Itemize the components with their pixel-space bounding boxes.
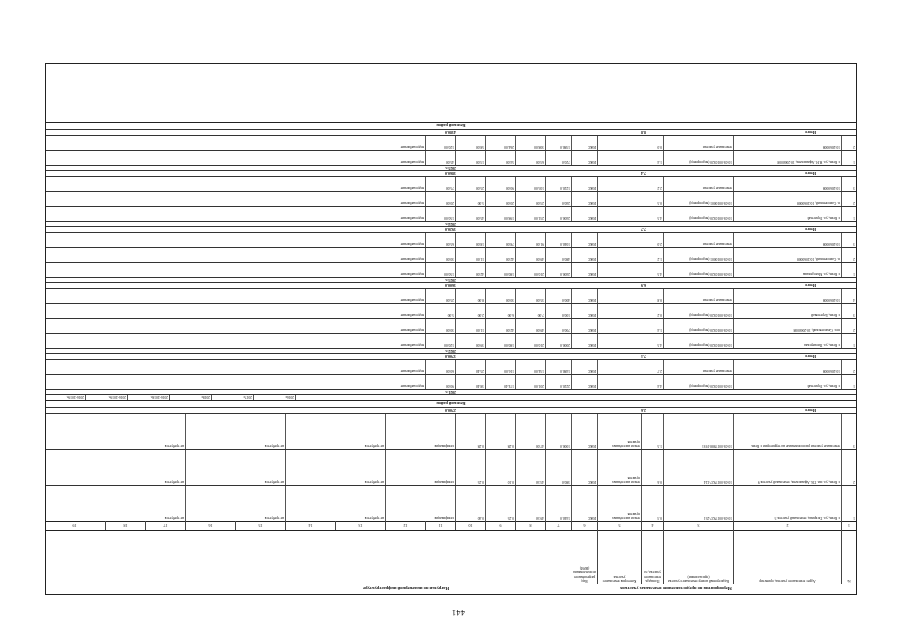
table-cell: газификация [426,486,456,521]
table-cell: г. Кемь, ул. Гористый [734,375,842,389]
table-cell: 10:03:0010320 (водопровод) [664,207,734,221]
table-cell: 2.00 [456,304,486,318]
total-sum: 2700.0 [445,408,456,413]
total-sum: 3920.0 [445,227,456,232]
table-cell: 63.00 [516,151,546,165]
table-cell: 30.00 [426,319,456,333]
table-cell: ИЖС [572,486,598,521]
table-row [46,191,856,206]
year-cell: 2016-2019г. [44,395,86,400]
table-cell: 90.00 [486,177,516,191]
table-cell: водоснабжение [386,375,426,389]
table-cell: 42.00 [456,263,486,277]
year-cell: 2018г. [170,395,212,400]
table-cell: водоснабжение [386,248,426,262]
total-label: Итого [805,227,816,232]
table-cell: 1000.0 [546,414,572,449]
table-cell: 1.5 [642,414,664,449]
table-cell: водоснабжение [386,289,426,303]
column-number: 4 [642,521,664,530]
table-cell: 1.4 [642,151,664,165]
table-cell: 2220.0 [546,375,572,389]
table-row [46,485,856,521]
group-total [46,129,856,135]
table-cell: 0.40 [456,486,486,521]
header-col-area: Площадь земельного участка, га [642,530,664,584]
table-cell: 25.40 [456,360,486,374]
table-cell: 1 [853,160,855,164]
table-cell: 116.00 [486,360,516,374]
table-cell: 2.0 [642,233,664,247]
table-cell: 25.00 [426,289,456,303]
table-row [46,176,856,191]
table-cell: 30.00 [426,248,456,262]
year-cell: 2016-2018г. [128,395,170,400]
group-year [46,389,856,394]
footer-label: Кемский район [46,122,856,129]
table-cell: земли населённых пунктов [598,414,642,449]
table-cell: водоснабжение [386,207,426,221]
table-cell: ИЖС [572,263,598,277]
table-cell: 105.00 [516,177,546,191]
table-cell: 10:03:0010320 (водопровод) [664,375,734,389]
table-cell: 90.00 [426,375,456,389]
column-number: 10 [456,521,486,530]
table-row [46,262,856,277]
table-cell: 1 [853,216,855,220]
table-cell: газификация [426,450,456,485]
table-cell: 198.00 [486,207,516,221]
column-number: 1 [848,523,850,528]
table-cell: 308.00 [516,136,546,150]
table-cell: 10:03:0017927:124 [664,450,734,485]
table-cell: 42.00 [486,319,516,333]
table-cell: земельные участки расположенные на территории г. Кемь [734,414,842,449]
column-number: 9 [486,521,516,530]
column-number: 5 [598,521,642,530]
table-cell: 10:2060008 [734,233,842,247]
table-row [46,303,856,318]
table-cell: 2 [853,328,855,332]
table-cell: 45.00 [426,151,456,165]
column-number: 8 [516,521,546,530]
total-area: 7.7 [641,227,646,232]
header-col-address: Адрес земельного участка, ориентир [734,530,842,584]
table-cell: 3 [853,242,855,246]
table-cell: 264.00 [486,136,516,150]
table-cell: 10:2060008 [734,136,842,150]
table-cell: не требуется [146,486,186,521]
table-cell: 2 [853,145,855,149]
table-cell: ИЖС [572,233,598,247]
table-cell: 78.00 [486,233,516,247]
table-cell: 7.00 [516,304,546,318]
group-year-label: 2021 г. [445,390,456,394]
column-number: 3 [664,521,734,530]
table-cell: 0.25 [486,486,516,521]
table-row [46,206,856,221]
column-number: 13 [336,521,386,530]
table-cell: 4.4 [642,375,664,389]
table-row [46,150,856,165]
table-cell: земли населённых пунктов [598,486,642,521]
column-number: 2 [734,521,842,530]
table-cell: водоснабжение [386,334,426,348]
table-cell: 1380.0 [546,136,572,150]
table-cell: ИЖС [572,334,598,348]
table-cell: 2 [853,257,855,261]
table-cell: 2000.0 [546,334,572,348]
table-cell: земельные участки [664,289,734,303]
column-number: 15 [236,521,286,530]
table-cell: 201.00 [516,375,546,389]
total-sum: 3700.0 [445,354,456,359]
table-cell: ИЖС [572,360,598,374]
total-label: Итого [805,130,816,135]
table-cell: 1 [853,272,855,276]
table-cell: 45.00 [456,207,486,221]
page-number: 441 [451,608,465,617]
total-label: Итого [805,283,816,288]
column-number: 18 [106,521,146,530]
table-cell: ИЖС [572,151,598,165]
table-cell: ИЖС [572,289,598,303]
header-measures-title: Мероприятия по предоставлению земельных участков [620,586,732,591]
table-cell: водоснабжение [386,151,426,165]
table-cell: 13.00 [456,151,486,165]
total-sum: 3860.0 [445,171,456,176]
table-cell: 480.0 [546,248,572,262]
table-cell: 10:03:0010320 (водопровод) [664,304,734,318]
table-cell: 49.00 [516,319,546,333]
table-cell: г. Кемь, Березовый [734,304,842,318]
group-year-label: 2022 г. [445,349,456,353]
group-year-label: 2023 г. [445,278,456,282]
table-cell: земельные участки [664,136,734,150]
column-number: 7 [546,521,572,530]
table-cell: г. Кемь, ул. Гористый [734,207,842,221]
table-cell: 3 [853,313,855,317]
table-cell: ИЖС [572,414,598,449]
total-label: Итого [805,171,816,176]
table-cell: 10:2060008 [734,289,842,303]
table-cell: п. Самолевский, 10:2060008 [734,248,842,262]
table-cell: 25.00 [456,177,486,191]
table-cell: не требуется [336,414,386,449]
total-area: 6.9 [641,283,646,288]
column-number: 14 [286,521,336,530]
table-cell: не требуется [236,450,286,485]
table-row [46,413,856,449]
table-cell: 380.0 [546,450,572,485]
table-cell: 1.4 [642,319,664,333]
table-cell: 240.0 [546,192,572,206]
table-cell: водоснабжение [386,360,426,374]
table-cell: 174.40 [486,375,516,389]
table-cell: 210.00 [516,334,546,348]
table-cell: водоснабжение [386,263,426,277]
year-cell: 2016-2019г. [86,395,128,400]
table-cell: ИЖС [572,375,598,389]
table-row [46,135,856,150]
section-label: Кемский район [46,400,856,407]
table-cell: 20.00 [486,192,516,206]
table-cell: не требуется [146,450,186,485]
table-cell: земельные участки [664,233,734,247]
year-cell: 2016г. [254,395,296,400]
table-cell: 4 [853,298,855,302]
table-cell: г. Кемь, ул. им. Г.В. Афанасьева, земельный участок 9 [734,450,842,485]
table-cell: 1220.0 [546,177,572,191]
table-row [46,318,856,333]
table-row [46,449,856,485]
table-cell: ИЖС [572,248,598,262]
column-number: 6 [572,521,598,530]
table-row [46,333,856,348]
table-cell: 49.00 [516,248,546,262]
table-cell: 4.5 [642,334,664,348]
table-cell: 2400.0 [546,263,572,277]
table-cell: 10:03:0010320 (водопровод) [664,319,734,333]
table-cell: 2.2 [642,177,664,191]
table-cell: 2 [853,201,855,205]
table-cell: г. Кемь, ул. Н.Н. Афанасьева, 10:2060008 [734,151,842,165]
table-cell: 0.6 [642,450,664,485]
total-label: Итого [805,408,816,413]
table-cell: 10:03:0010320 (водопровод) [664,334,734,348]
table-cell: 10:03:0017927:251 [664,486,734,521]
table-row [46,232,856,247]
table-cell: 400.0 [546,289,572,303]
header-col-no: № [847,579,851,583]
table-cell: не требуется [336,450,386,485]
table-cell: 720.0 [546,151,572,165]
table-cell: 100.0 [546,304,572,318]
table-cell: водоснабжение [386,319,426,333]
table-cell: 700.0 [546,319,572,333]
table-cell: 5.00 [456,192,486,206]
header-col-category: Категория земельного участка [598,530,642,584]
group-year [46,348,856,353]
table-cell: 11.00 [456,248,486,262]
total-row [46,407,856,413]
table-cell: 2.7 [642,360,664,374]
table-cell: земельные участки [664,177,734,191]
table-cell: 0.3 [642,486,664,521]
table-cell: 4.5 [642,263,664,277]
table-cell: ИЖС [572,319,598,333]
column-number: 19 [44,521,106,530]
table-cell: г. Кемь, ул. Молодежная [734,263,842,277]
group-year [46,221,856,226]
total-label: Итого [805,354,816,359]
table-cell: не требуется [336,486,386,521]
table-cell: 231.00 [516,207,546,221]
table-cell: 10:03:0010001 (водопровод) [664,192,734,206]
column-number: 12 [386,521,426,530]
table-cell: 65.00 [426,233,456,247]
table-cell: водоснабжение [386,233,426,247]
header-heat-title: Нагрузки по инженерной инфраструктуре [362,586,450,591]
table-cell: 0.0 [642,136,664,150]
table-header [46,530,856,594]
table-cell: 5.00 [426,304,456,318]
table-row [46,359,856,374]
table-cell: 58.00 [456,136,486,150]
table-cell: 150.00 [426,263,456,277]
header-col-use: Вид разрешённого использования (ВРИ) [572,530,598,584]
table-cell: ИЖС [572,450,598,485]
group-total [46,353,856,359]
table-cell: ИЖС [572,177,598,191]
table-cell: 180.00 [486,334,516,348]
table-cell: 1480.0 [546,360,572,374]
table-cell: 60.00 [426,360,456,374]
table-cell: п. Самолевский, 10:2060008 [734,192,842,206]
year-cell: 2017г. [212,395,254,400]
table-cell: 54.00 [486,151,516,165]
total-sum: 4380.0 [445,130,456,135]
table-cell: водоснабжение [386,192,426,206]
table-row [46,247,856,262]
table-cell: 10:2060008 [734,177,842,191]
table-cell: 91.00 [516,233,546,247]
table-cell: 1.2 [642,248,664,262]
table-cell: 47.00 [516,414,546,449]
table-cell: 3 [853,186,855,190]
table-cell: 3 [853,444,855,448]
total-area: 7.4 [641,171,646,176]
table-cell: 1 [853,384,855,388]
table-cell: не требуется [236,414,286,449]
group-year [46,277,856,282]
table-cell: 39.00 [456,334,486,348]
table-cell: 6.00 [486,304,516,318]
table-cell: 10:03:0010320 (водопровод) [664,151,734,165]
total-area: 7.1 [641,354,646,359]
total-sum: 3600.0 [445,283,456,288]
table-cell: водоснабжение [386,304,426,318]
group-year [46,165,856,170]
table-cell: 120.00 [426,136,456,150]
table-cell: 0.25 [456,450,486,485]
table-cell: 49.50 [516,486,546,521]
table-cell: земли населённых пунктов [598,450,642,485]
table-cell: 1 [853,343,855,347]
table-cell: 30.00 [486,289,516,303]
years-row [46,394,856,400]
table-cell: 0.2 [642,304,664,318]
table-cell: 75.00 [426,177,456,191]
column-number: 11 [426,521,456,530]
table-cell: ИЖС [572,192,598,206]
table-cell: земельные участки [664,360,734,374]
table-cell: 43.50 [516,450,546,485]
header-col-cadastral: Кадастровый номер земельного участка (при наличии) [664,530,734,584]
table-cell: 2 [853,480,855,484]
total-area: 8.8 [641,130,646,135]
table-cell: 134.00 [516,360,546,374]
group-year-label: 2024 г. [445,222,456,226]
table-cell: г. Кемь, ул. Пионерская [734,334,842,348]
table-cell: 0.28 [486,414,516,449]
table-cell: 0.5 [642,192,664,206]
table-cell: не требуется [236,486,286,521]
table-cell: 0.28 [456,414,486,449]
table-cell: г. Кемь, ул. Гагарина, земельный участок 5 [734,486,842,521]
table-cell: газификация [426,414,456,449]
table-cell: 10:03:0010001 (водопровод) [664,248,734,262]
table-cell: 10:2060008 [734,360,842,374]
table-cell: ИЖС [572,304,598,318]
table-cell: 11.00 [456,319,486,333]
table-cell: 35.00 [516,289,546,303]
table-cell: 150.00 [426,207,456,221]
table-row [46,374,856,389]
column-number-row [46,521,856,530]
group-total [46,282,856,288]
group-year-label: 2025 г. [445,166,456,170]
table-cell: 10:03:0010320 (водопровод) [664,263,734,277]
table-cell: 23.00 [516,192,546,206]
table-cell: 2 [853,369,855,373]
column-number: 17 [146,521,186,530]
table-cell: 8.00 [456,289,486,303]
table-cell: ИЖС [572,136,598,150]
table-cell: 20.00 [426,192,456,206]
table-cell: 180.00 [486,263,516,277]
table-cell: 42.00 [486,248,516,262]
table-cell: 0.10 [486,450,516,485]
table-cell: 1 [853,516,855,520]
table-cell: 38.40 [456,375,486,389]
table-cell: водоснабжение [386,136,426,150]
table-cell: 4.5 [642,207,664,221]
table-cell: 1440.0 [546,486,572,521]
column-number: 16 [186,521,236,530]
table-cell: 1040.0 [546,233,572,247]
table-cell: ИЖС [572,207,598,221]
data-table [45,63,857,595]
table-row [46,288,856,303]
table-cell: 210.00 [516,263,546,277]
table-cell: 120.00 [426,334,456,348]
group-total [46,170,856,176]
table-cell: пос. Самолевский, 10:2060008 [734,319,842,333]
table-cell: водоснабжение [386,177,426,191]
table-cell: 10:03:0017888:1931 [664,414,734,449]
table-cell: 2400.0 [546,207,572,221]
table-cell: не требуется [146,414,186,449]
table-cell: 18.00 [456,233,486,247]
total-area: 2.6 [641,408,646,413]
group-total [46,226,856,232]
table-cell: 0.8 [642,289,664,303]
